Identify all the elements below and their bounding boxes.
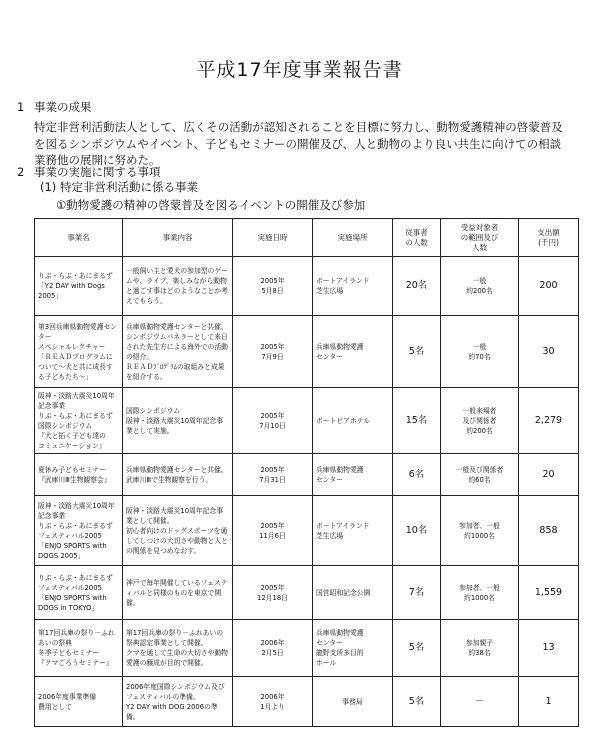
header-event-name: 事業名: [35, 219, 123, 257]
event-place: ポートピアホテル: [313, 388, 393, 454]
event-beneficiaries: 一般及び関係者 約60名: [441, 454, 519, 496]
event-name: 2006年度事業準備 費用として: [35, 677, 123, 727]
event-expenditure: 30: [519, 316, 579, 388]
event-content: 2006年度国際シンポジウム及びフェスティバルの準備。 Y2 DAY with DOG 2006の準備。: [123, 677, 233, 727]
event-name: 阪神・淡路大震災10周年 記念事業 りぶ・らぶ・あにまるず フェスティバル2005 「ENJO SPORTS with DOGS 2005」: [35, 496, 123, 566]
event-date: 2005年 5月8日: [233, 257, 313, 316]
event-name: 第3回兵庫県動物愛護センター スペシャルレクチャー 「ＲＥＡＤプログラムについて～犬と共に成長する子どもたち～」: [35, 316, 123, 388]
event-expenditure: 20: [519, 454, 579, 496]
table-row: [35, 316, 579, 388]
event-beneficiaries: 一般来場者 及び関係者 約200名: [441, 388, 519, 454]
event-place: 兵庫県動物愛護 センター: [313, 454, 393, 496]
header-beneficiaries: 受益対象者 の範囲及び 人数: [441, 219, 519, 257]
event-name: 第17回兵庫の祭り－ふれあいの祭典 冬季子どもセミナー 『クマごろうセミナー』: [35, 620, 123, 677]
event-beneficiaries: 参加者、一般 約1000名: [441, 566, 519, 620]
page-title: 平成17年度事業報告書: [196, 59, 403, 81]
event-expenditure: 2,279: [519, 388, 579, 454]
event-staff: 15名: [393, 388, 441, 454]
event-table: [34, 218, 579, 727]
table-row: [35, 454, 579, 496]
event-content: 兵庫県動物愛護センターと共催。 武庫川Ⅲで生物観察を行う。: [123, 454, 233, 496]
event-name: りぶ・らぶ・あにまるず 「Y2 DAY with Dogs 2005」: [35, 257, 123, 316]
event-name: りぶ・らぶ・あにまるず フェスティバル2005 「ENJO SPORTS with DOGS in TOKYO」: [35, 566, 123, 620]
event-place: 兵庫県動物愛護 センター 龍野支所多目的 ホール: [313, 620, 393, 677]
header-expenditure: 支出額 (千円): [519, 219, 579, 257]
event-name: 夏休み子どもセミナー 『武庫川Ⅲ生物観察会』: [35, 454, 123, 496]
section-1-heading: 事業の成果: [34, 100, 92, 114]
event-beneficiaries: 参加者、一般 約1000名: [441, 496, 519, 566]
event-staff: 6名: [393, 454, 441, 496]
event-date: 2005年 7月9日: [233, 316, 313, 388]
table-row: [35, 388, 579, 454]
event-place: 国営昭和記念公園: [313, 566, 393, 620]
event-content: 一般飼い主と愛犬の参加型のゲームや、ライブ、楽しみながら動物と過ごす事はどのようなことか考えてもらう。: [123, 257, 233, 316]
event-content: 神戸で毎年開催しているフェスティバルと同様のものを東京で開催。: [123, 566, 233, 620]
event-beneficiaries: 一般 約70名: [441, 316, 519, 388]
section-1-number: 1: [17, 100, 25, 114]
table-header-row: [35, 219, 579, 257]
section-2-subheading: (1) 特定非営利活動に係る事業: [40, 180, 198, 194]
event-staff: 5名: [393, 620, 441, 677]
event-place: ポートアイランド 芝生広場: [313, 496, 393, 566]
event-staff: 7名: [393, 566, 441, 620]
event-staff: 5名: [393, 677, 441, 727]
event-date: 2005年 7月10日: [233, 388, 313, 454]
event-name: 阪神・淡路大震災10周年 記念事業 りぶ・らぶ・あにまるず 国際シンポジウム 『犬と拓く子ども達の コミュニケーション』: [35, 388, 123, 454]
table-row: [35, 677, 579, 727]
table-row: [35, 496, 579, 566]
event-content: 兵庫県動物愛護センターと共催。 シンポジウムパネラーとして来日された先生方による海外での活動の紹介。 ＲＥＡＤﾌﾟﾛｸﾞﾗﾑの取組みと成果を紹介する。: [123, 316, 233, 388]
header-staff: 従事者 の人数: [393, 219, 441, 257]
event-content: 国際シンポジウム 阪神・淡路大震災10周年記念事業として実施。: [123, 388, 233, 454]
table-row: [35, 620, 579, 677]
event-expenditure: 1,559: [519, 566, 579, 620]
event-expenditure: 858: [519, 496, 579, 566]
event-content: 第17回兵庫の祭り－ふれあいの祭典認定事業として開催。 クマを通して生命の大切さや動物愛護の醸成が目的で開催。: [123, 620, 233, 677]
event-expenditure: 13: [519, 620, 579, 677]
header-content: 事業内容: [123, 219, 233, 257]
section-2-heading: 事業の実施に関する事項: [34, 165, 161, 179]
event-staff: 5名: [393, 316, 441, 388]
event-date: 2005年 12月18日: [233, 566, 313, 620]
section-2-number: 2: [17, 165, 25, 179]
event-expenditure: 1: [519, 677, 579, 727]
header-date: 実施日時: [233, 219, 313, 257]
event-beneficiaries: －: [441, 677, 519, 727]
section-2-item-heading: ①動物愛護の精神の啓蒙普及を図るイベントの開催及び参加: [56, 198, 366, 212]
event-place: 兵庫県動物愛護 センター: [313, 316, 393, 388]
event-beneficiaries: 参加親子 約38名: [441, 620, 519, 677]
event-place: ポートアイランド 芝生広場: [313, 257, 393, 316]
event-expenditure: 200: [519, 257, 579, 316]
table-row: [35, 566, 579, 620]
header-place: 実施場所: [313, 219, 393, 257]
event-beneficiaries: 一般 約200名: [441, 257, 519, 316]
table-row: [35, 257, 579, 316]
section-1-body: 特定非営利活動法人として、広くその活動が認知されることを目標に努力し、動物愛護精神の啓蒙普及を図るシンポジウムやイベント、子どもセミナーの開催及び、人と動物のより良い共生に向けての相談業務他の展開に努めた。: [34, 120, 563, 167]
event-date: 2005年 11月6日: [233, 496, 313, 566]
event-date: 2005年 7月31日: [233, 454, 313, 496]
event-staff: 10名: [393, 496, 441, 566]
event-date: 2006年 2月5日: [233, 620, 313, 677]
event-place: 事務局: [313, 677, 393, 727]
event-staff: 20名: [393, 257, 441, 316]
event-content: 阪神・淡路大震災10周年記念事業として開催。 初心者向けのドッグスポーツを通してしつけの大切さや動物と人との関係を見つめなおす。: [123, 496, 233, 566]
event-date: 2006年 1月より: [233, 677, 313, 727]
